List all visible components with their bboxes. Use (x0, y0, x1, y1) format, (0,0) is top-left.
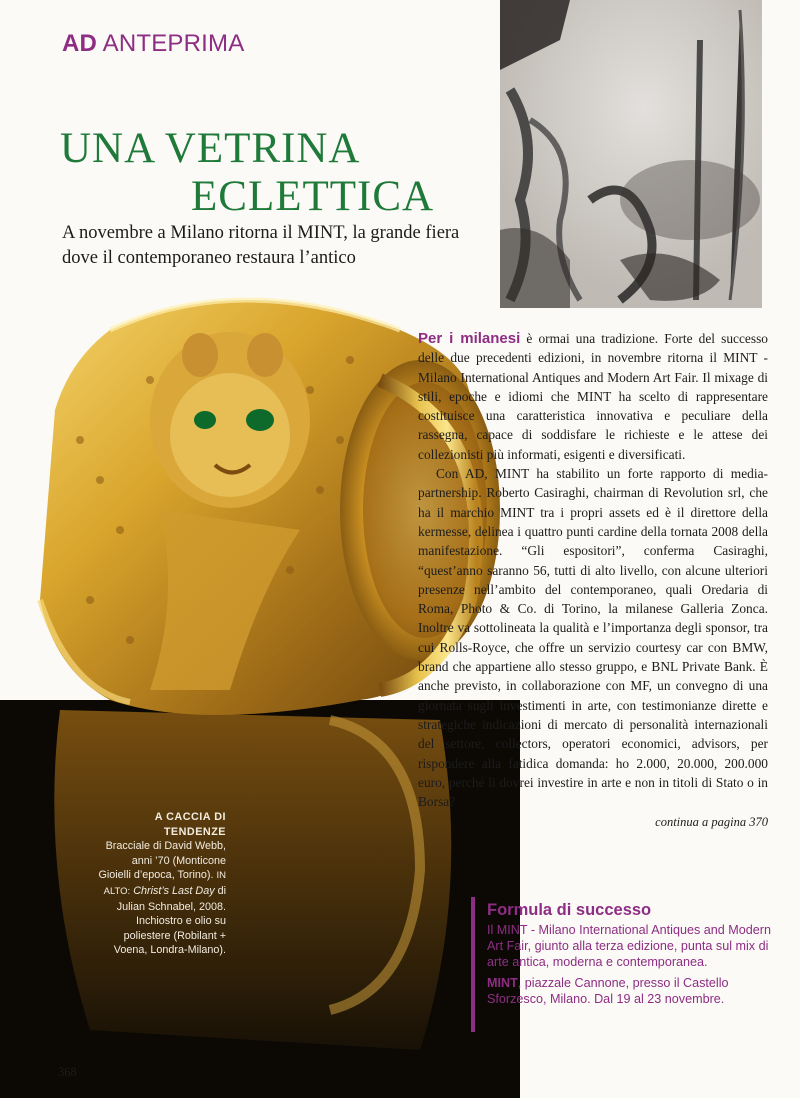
section-label (62, 30, 244, 58)
section-name: ANTEPRIMA (102, 30, 245, 57)
paragraph-1 (418, 329, 768, 464)
section-ad: AD (62, 30, 98, 57)
page-number: 368 (58, 1065, 77, 1079)
sidebar-text: Il MINT - Milano International Antiques and Modern Art Fair, giunto alla terza edizione, punta sul mix di arte antica, moderna e contemporanea. (487, 923, 771, 970)
sidebar-info-text: , piazzale Cannone, presso il Castello Sforzesco, Milano. Dal 19 al 23 novembre. (487, 975, 729, 1006)
caption-head: A CACCIA DI TENDENZE (154, 811, 226, 838)
article-subtitle: A novembre a Milano ritorna il MINT, la grande fiera dove il contemporaneo restaura l’antico (62, 223, 460, 268)
caption-text-1: Bracciale di David Webb, anni ’70 (Monticone Gioielli d’epoca, Torino). (98, 840, 226, 882)
sidebar-info (487, 975, 787, 1007)
sidebar-info-bold: MINT (487, 975, 518, 990)
caption-in-alto: IN ALTO: (103, 870, 226, 897)
article-body (418, 329, 768, 833)
caption-text-2: di Julian Schnabel, 2008. Inchiostro e olio su poliestere (Robilant + Voena, Londra-Milano). (113, 884, 226, 957)
lead-in: Per i milanesi (418, 330, 521, 347)
sidebar-title: Formula di successo (487, 901, 652, 919)
title-line-2: ECLETTICA (191, 173, 435, 220)
paragraph-1-text: è ormai una tradizione. Forte del successo delle due precedenti edizioni, in novembre ritorna il MINT - Milano International Antiques and Modern Art Fair. Il mixage di stili, epoche e idiomi che MINT ha scelto di rappresentare costituisce una caratteristica innovativa e peculiare della rassegna, capace di soddisfare le richieste e le attese dei collezionisti più informati, esigenti e diversificati. (418, 331, 768, 462)
continued-note: continua a pagina 370 (655, 815, 768, 830)
article-title (60, 125, 480, 221)
artwork-illustration (500, 0, 762, 308)
sidebar-box (471, 897, 787, 1032)
title-line-1: UNA VETRINA (60, 125, 361, 172)
caption-work-title: Christ’s Last Day (133, 884, 215, 897)
paragraph-2: Con AD, MINT ha stabilito un forte rapporto di media-partnership. Roberto Casiraghi, chairman di Revolution srl, che ha il marchio MINT tra i propri assets ed è il direttore della kermesse, delinea i quattro punti cardine della tornata 2008 della manifestazione. “Gli espositori”, conferma Casiraghi, “quest’anno saranno 56, tutti di alto livello, con alcune ulteriori presenze nell’ambito del contemporaneo, quali Oredaria di Roma, Photo & Co. di Torino, la milanese Galleria Zonca. Inoltre va sottolineata la qualità e l’importanza degli sponsor, tra cui Rolls-Royce, che offre un servizio courtesy car con BMW, brand che appartiene allo stesso gruppo, e BNL Private Bank. È anche previsto, in collaborazione con MF, un convegno di una giornata sugli investimenti in arte, con testimonianze dirette e strategiche indicazioni di mercato di personalità internazionali del settore, collectors, operatori economici, advisors, per rispondere alla fatidica domanda: ho 2.000, 20.000, 200.000 euro, perché li dovrei investire in arte e non in titoli di Stato o in Borsa? (418, 466, 768, 810)
photo-caption (98, 810, 226, 958)
artwork-photo (500, 0, 762, 308)
